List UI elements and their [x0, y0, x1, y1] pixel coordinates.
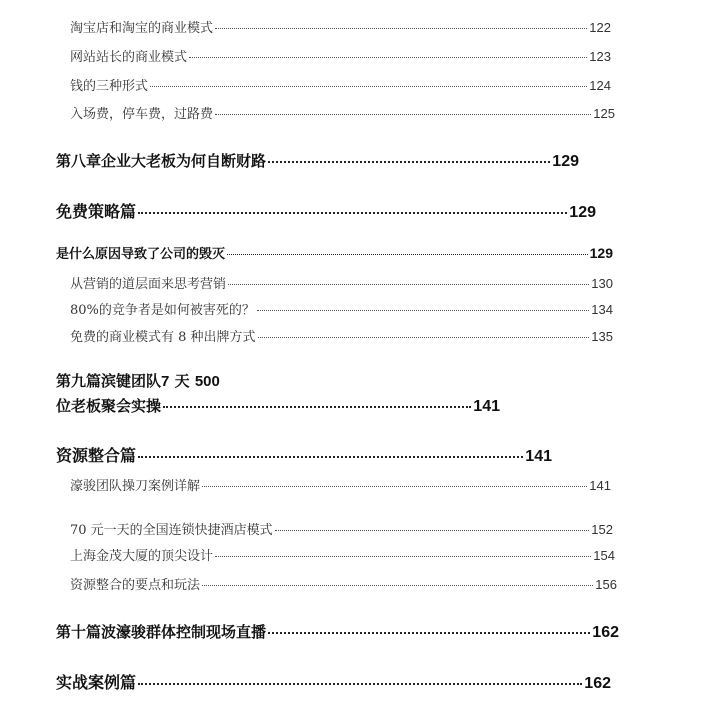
- dot-leader: [215, 114, 591, 115]
- dot-leader: [257, 310, 589, 311]
- toc-entry-webmaster[interactable]: [70, 46, 611, 65]
- toc-page-number: 154: [593, 548, 615, 563]
- toc-entry-free-models[interactable]: [70, 326, 613, 345]
- toc-chapter-9-line1[interactable]: [56, 370, 220, 391]
- toc-page-number: 123: [589, 49, 611, 64]
- dot-leader: [202, 585, 593, 586]
- toc-section-title: 资源整合篇: [56, 446, 137, 465]
- dot-leader: [138, 456, 523, 458]
- toc-section-resource[interactable]: [56, 443, 552, 466]
- toc-page-number: 162: [592, 624, 619, 641]
- toc-page-number: 130: [591, 276, 613, 291]
- dot-leader: [268, 161, 550, 163]
- dot-leader: [275, 530, 590, 531]
- dot-leader: [227, 254, 588, 255]
- toc-entry-title: 资源整合的要点和玩法: [70, 578, 201, 593]
- toc-entry-hotel-model[interactable]: [70, 519, 613, 538]
- toc-entry-title: 80%的竞争者是如何被害死的？: [70, 303, 255, 318]
- dot-leader: [268, 632, 590, 634]
- toc-entry-title: 从营销的道层面来思考营销: [70, 277, 227, 292]
- dot-leader: [138, 683, 582, 685]
- chapter-9-number2: 500: [194, 373, 220, 390]
- toc-entry-title: 70 元一天的全国连锁快捷酒店模式: [70, 523, 273, 538]
- toc-page-number: 135: [591, 329, 613, 344]
- toc-chapter-8[interactable]: [56, 150, 579, 171]
- toc-page-number: 152: [591, 522, 613, 537]
- toc-chapter-9-line2[interactable]: [56, 395, 500, 416]
- chapter-9-number: 7: [161, 373, 170, 390]
- toc-entry-title: 淘宝店和淘宝的商业模式: [70, 21, 214, 36]
- toc-entry-ruin-cause[interactable]: [56, 243, 613, 262]
- toc-entry-title: 是什么原因导致了公司的毁灭: [56, 247, 226, 262]
- chapter-9-mid: 天: [169, 372, 195, 390]
- dot-leader: [215, 28, 587, 29]
- toc-entry-jinmao[interactable]: [70, 545, 615, 564]
- toc-section-cases[interactable]: [56, 670, 611, 693]
- toc-entry-title: 钱的三种形式: [70, 79, 149, 94]
- toc-page-number: 122: [589, 20, 611, 35]
- toc-entry-title: 濠骏团队操刀案例详解: [70, 479, 201, 494]
- dot-leader: [138, 212, 567, 214]
- toc-entry-money-forms[interactable]: [70, 75, 611, 94]
- toc-page-number: 129: [589, 245, 613, 261]
- toc-entry-title: 免费的商业模式有 8 种出牌方式: [70, 330, 256, 345]
- toc-section-title: 免费策略篇: [56, 202, 137, 221]
- toc-chapter-10[interactable]: [56, 621, 619, 642]
- dot-leader: [189, 57, 587, 58]
- dot-leader: [163, 406, 471, 408]
- dot-leader: [228, 284, 589, 285]
- toc-entry-case-detail[interactable]: [70, 475, 611, 494]
- toc-chapter-title: 第八章企业大老板为何自断财路: [56, 152, 267, 170]
- toc-page-number: 141: [473, 398, 500, 415]
- dot-leader: [150, 86, 587, 87]
- toc-page-number: 141: [589, 478, 611, 493]
- toc-entry-marketing[interactable]: [70, 273, 613, 292]
- toc-section-title: 实战案例篇: [56, 673, 137, 692]
- toc-entry-competitors[interactable]: [70, 299, 613, 318]
- toc-page-number: 125: [593, 106, 615, 121]
- toc-entry-fees[interactable]: [70, 103, 615, 122]
- toc-page-number: 134: [591, 302, 613, 317]
- toc-page-number: 162: [584, 675, 611, 692]
- toc-entry-taobao[interactable]: [70, 17, 611, 36]
- toc-entry-title: 入场费，停车费，过路费: [70, 107, 214, 122]
- toc-page-number: 129: [569, 204, 596, 221]
- toc-page-number: 129: [552, 153, 579, 170]
- toc-page-number: 141: [525, 448, 552, 465]
- toc-entry-resource-tips[interactable]: [70, 574, 617, 593]
- toc-page-number: 124: [589, 78, 611, 93]
- toc-section-free-strategy[interactable]: [56, 199, 596, 222]
- chapter-9-prefix: 第九篇滨键团队: [56, 372, 162, 390]
- dot-leader: [215, 556, 591, 557]
- dot-leader: [202, 486, 587, 487]
- toc-chapter-title: 第十篇波濠骏群体控制现场直播: [56, 623, 267, 641]
- toc-page-number: 156: [595, 577, 617, 592]
- toc-chapter-title: 位老板聚会实操: [56, 397, 162, 415]
- dot-leader: [258, 337, 590, 338]
- toc-entry-title: 网站站长的商业模式: [70, 50, 188, 65]
- toc-entry-title: 上海金茂大厦的顶尖设计: [70, 549, 214, 564]
